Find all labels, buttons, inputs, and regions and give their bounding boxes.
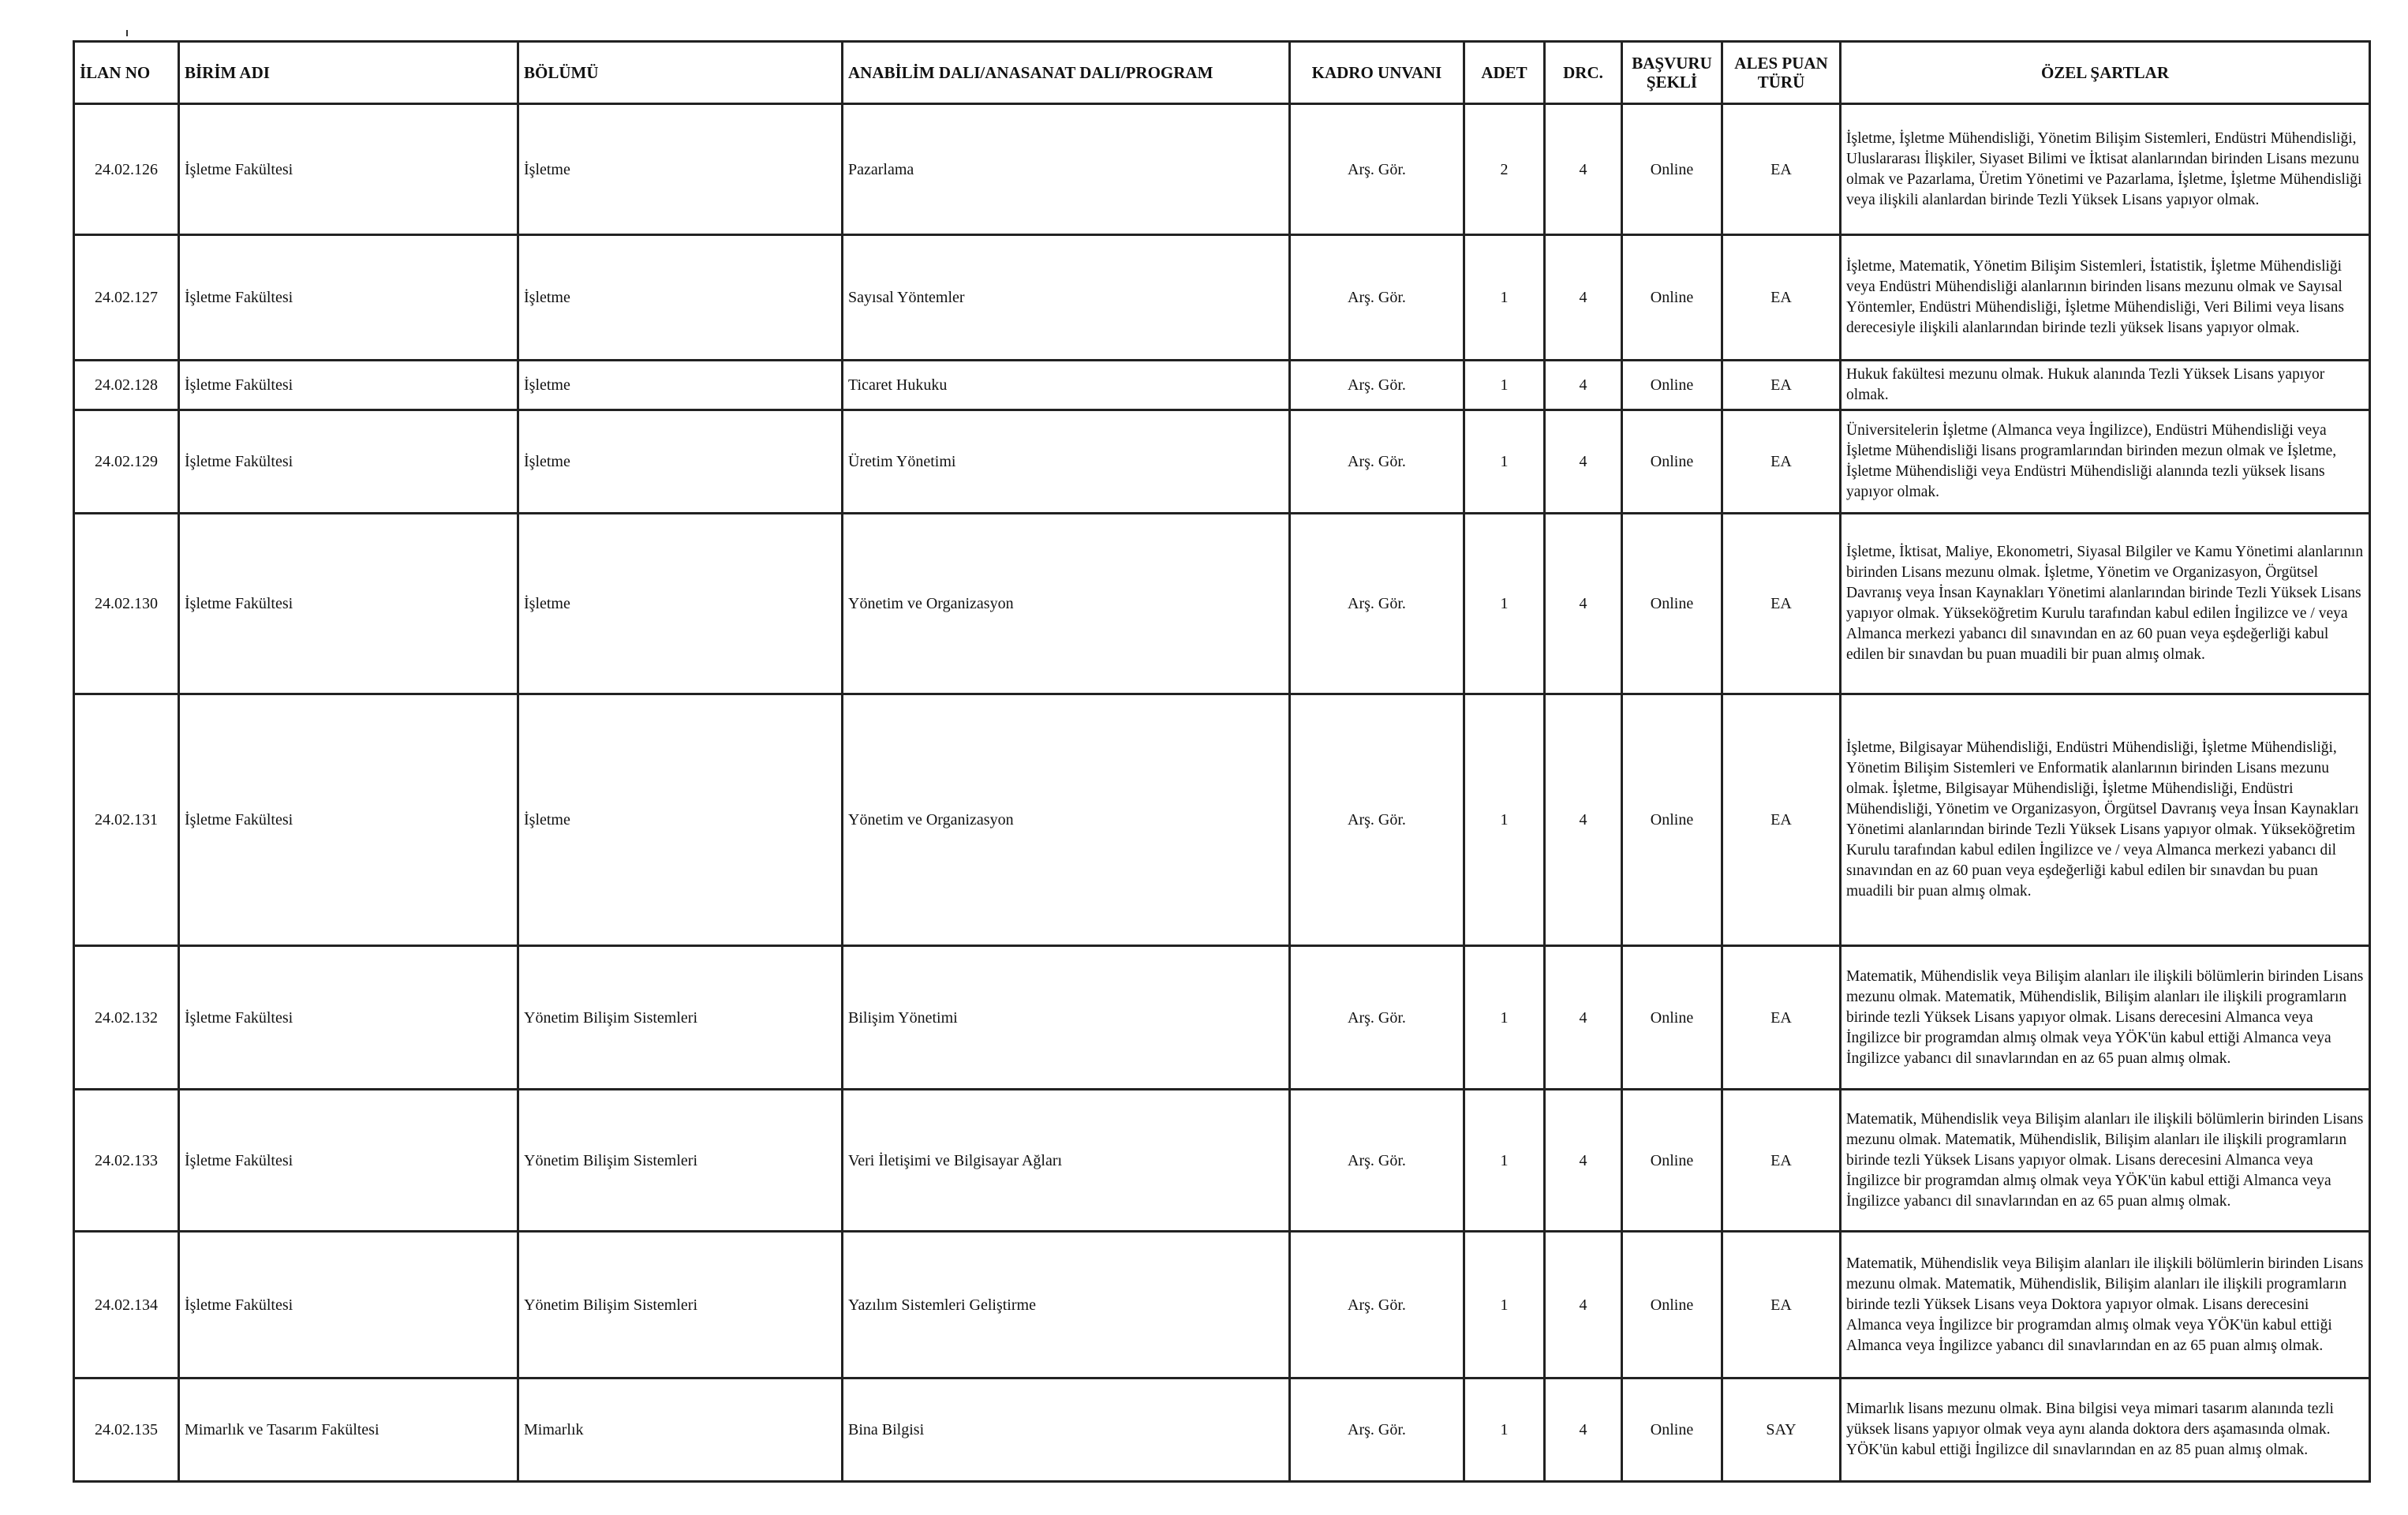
cell-anabilim: Yönetim ve Organizasyon [843, 694, 1290, 946]
cell-kadro: Arş. Gör. [1290, 694, 1464, 946]
cell-ozel: Mimarlık lisans mezunu olmak. Bina bilgisi veya mimari tasarım alanında tezli yüksek lisans yapıyor olmak veya aynı alanda doktora ders aşamasında olmak. YÖK'ün kabul ettiği İngilizce dil sınavlarından en az 85 puan almış olmak. [1841, 1378, 2370, 1482]
cell-basvuru: Online [1622, 1232, 1722, 1378]
cell-adet: 1 [1464, 514, 1545, 694]
cell-kadro: Arş. Gör. [1290, 361, 1464, 410]
cell-anabilim: Sayısal Yöntemler [843, 235, 1290, 361]
cell-ozel: İşletme, İşletme Mühendisliği, Yönetim Bilişim Sistemleri, Endüstri Mühendisliği, Uluslararası İlişkiler, Siyaset Bilimi ve İktisat alanlarından birinden Lisans mezunu olmak ve Pazarlama, Üretim Yönetimi ve Pazarlama, İşletme, İşletme Mühendisliği veya ilişkili alanlardan birinde Tezli Yüksek Lisans yapıyor olmak. [1841, 104, 2370, 235]
cell-bolum: İşletme [518, 694, 843, 946]
cell-adet: 2 [1464, 104, 1545, 235]
cell-anabilim: Ticaret Hukuku [843, 361, 1290, 410]
cell-adet: 1 [1464, 410, 1545, 514]
table-row [74, 946, 2370, 1090]
cell-bolum: İşletme [518, 410, 843, 514]
cell-ales: SAY [1722, 1378, 1841, 1482]
cell-basvuru: Online [1622, 104, 1722, 235]
cell-basvuru: Online [1622, 410, 1722, 514]
cell-kadro: Arş. Gör. [1290, 410, 1464, 514]
cell-anabilim: Yönetim ve Organizasyon [843, 514, 1290, 694]
cell-birim: İşletme Fakültesi [179, 1232, 518, 1378]
cell-birim: İşletme Fakültesi [179, 361, 518, 410]
cell-drc: 4 [1545, 946, 1622, 1090]
cell-basvuru: Online [1622, 235, 1722, 361]
cell-ilan-no: 24.02.130 [74, 514, 179, 694]
job-listings-table [73, 40, 2371, 1483]
cell-ozel: İşletme, Matematik, Yönetim Bilişim Sistemleri, İstatistik, İşletme Mühendisliği veya Endüstri Mühendisliği alanlarının birinden lisans mezunu olmak ve Sayısal Yöntemler, Endüstri Mühendisliği, İşletme Mühendisliği, Veri Bilimi veya lisans derecesiyle ilişkili alanlarından birinde tezli yüksek lisans yapıyor olmak. [1841, 235, 2370, 361]
table-row [74, 361, 2370, 410]
header-drc: DRC. [1545, 42, 1622, 104]
cell-adet: 1 [1464, 1232, 1545, 1378]
cell-kadro: Arş. Gör. [1290, 1090, 1464, 1232]
cell-birim: İşletme Fakültesi [179, 694, 518, 946]
cell-basvuru: Online [1622, 946, 1722, 1090]
header-birim-adi: BİRİM ADI [179, 42, 518, 104]
cell-drc: 4 [1545, 410, 1622, 514]
header-row [74, 42, 2370, 104]
cell-ozel: İşletme, İktisat, Maliye, Ekonometri, Siyasal Bilgiler ve Kamu Yönetimi alanlarının birinden Lisans mezunu olmak. İşletme, Yönetim ve Organizasyon, Örgütsel Davranış veya İnsan Kaynakları Yönetimi alanlarından birinde Tezli Yüksek Lisans yapıyor olmak. Yükseköğretim Kurulu tarafından kabul edilen İngilizce ve / veya Almanca merkezi yabancı dil sınavından en az 60 puan veya eşdeğerliği kabul edilen bir sınavdan bu puan muadili bir puan almış olmak. [1841, 514, 2370, 694]
cell-anabilim: Bina Bilgisi [843, 1378, 1290, 1482]
cell-bolum: Yönetim Bilişim Sistemleri [518, 1232, 843, 1378]
header-basvuru: BAŞVURU ŞEKLİ [1622, 42, 1722, 104]
table-row [74, 694, 2370, 946]
cell-birim: İşletme Fakültesi [179, 514, 518, 694]
cell-kadro: Arş. Gör. [1290, 235, 1464, 361]
cell-birim: İşletme Fakültesi [179, 946, 518, 1090]
cell-ilan-no: 24.02.135 [74, 1378, 179, 1482]
table-row [74, 410, 2370, 514]
cell-birim: İşletme Fakültesi [179, 1090, 518, 1232]
cell-drc: 4 [1545, 104, 1622, 235]
table-row [74, 235, 2370, 361]
header-ales: ALES PUAN TÜRÜ [1722, 42, 1841, 104]
table-row [74, 1232, 2370, 1378]
cell-bolum: İşletme [518, 514, 843, 694]
cell-kadro: Arş. Gör. [1290, 514, 1464, 694]
cell-drc: 4 [1545, 1378, 1622, 1482]
cell-ilan-no: 24.02.129 [74, 410, 179, 514]
cell-drc: 4 [1545, 1232, 1622, 1378]
cell-ales: EA [1722, 694, 1841, 946]
cell-basvuru: Online [1622, 1090, 1722, 1232]
cell-ales: EA [1722, 361, 1841, 410]
cell-adet: 1 [1464, 1378, 1545, 1482]
cell-bolum: Yönetim Bilişim Sistemleri [518, 946, 843, 1090]
header-adet: ADET [1464, 42, 1545, 104]
cell-drc: 4 [1545, 514, 1622, 694]
table-row [74, 514, 2370, 694]
header-bolumu: BÖLÜMÜ [518, 42, 843, 104]
cell-adet: 1 [1464, 361, 1545, 410]
cell-birim: İşletme Fakültesi [179, 410, 518, 514]
cell-anabilim: Veri İletişimi ve Bilgisayar Ağları [843, 1090, 1290, 1232]
cell-basvuru: Online [1622, 514, 1722, 694]
cell-adet: 1 [1464, 946, 1545, 1090]
cell-ales: EA [1722, 514, 1841, 694]
cell-ilan-no: 24.02.134 [74, 1232, 179, 1378]
cell-ales: EA [1722, 410, 1841, 514]
cell-bolum: Mimarlık [518, 1378, 843, 1482]
cell-anabilim: Üretim Yönetimi [843, 410, 1290, 514]
cell-basvuru: Online [1622, 361, 1722, 410]
table-row [74, 104, 2370, 235]
cell-drc: 4 [1545, 361, 1622, 410]
cell-anabilim: Bilişim Yönetimi [843, 946, 1290, 1090]
cell-bolum: İşletme [518, 104, 843, 235]
cell-ales: EA [1722, 946, 1841, 1090]
cell-kadro: Arş. Gör. [1290, 1378, 1464, 1482]
cell-ilan-no: 24.02.132 [74, 946, 179, 1090]
header-kadro: KADRO UNVANI [1290, 42, 1464, 104]
cell-birim: İşletme Fakültesi [179, 104, 518, 235]
header-anabilim: ANABİLİM DALI/ANASANAT DALI/PROGRAM [843, 42, 1290, 104]
cell-drc: 4 [1545, 694, 1622, 946]
cell-ozel: Matematik, Mühendislik veya Bilişim alanları ile ilişkili bölümlerin birinden Lisans mezunu olmak. Matematik, Mühendislik, Bilişim alanları ile ilişkili programların birinde tezli Yüksek Lisans veya Doktora yapıyor olmak. Lisans derecesini Almanca veya İngilizce bir programdan almış olmak veya YÖK'ün kabul ettiği Almanca veya İngilizce yabancı dil sınavlarından en az 65 puan almış olmak. [1841, 1232, 2370, 1378]
cell-ozel: Hukuk fakültesi mezunu olmak. Hukuk alanında Tezli Yüksek Lisans yapıyor olmak. [1841, 361, 2370, 410]
cell-ales: EA [1722, 104, 1841, 235]
cell-bolum: Yönetim Bilişim Sistemleri [518, 1090, 843, 1232]
cell-kadro: Arş. Gör. [1290, 104, 1464, 235]
table-row [74, 1378, 2370, 1482]
cell-ilan-no: 24.02.128 [74, 361, 179, 410]
cell-ozel: Matematik, Mühendislik veya Bilişim alanları ile ilişkili bölümlerin birinden Lisans mezunu olmak. Matematik, Mühendislik, Bilişim alanları ile ilişkili programların birinde tezli Yüksek Lisans yapıyor olmak. Lisans derecesini Almanca veya İngilizce bir programdan almış olmak veya YÖK'ün kabul ettiği Almanca veya İngilizce yabancı dil sınavlarından en az 65 puan almış olmak. [1841, 946, 2370, 1090]
cell-ales: EA [1722, 1232, 1841, 1378]
cell-ozel: İşletme, Bilgisayar Mühendisliği, Endüstri Mühendisliği, İşletme Mühendisliği, Yönetim Bilişim Sistemleri ve Enformatik alanlarının birinden Lisans mezunu olmak. İşletme, Bilgisayar Mühendisliği, İşletme Mühendisliği, Endüstri Mühendisliği, Yönetim ve Organizasyon, Örgütsel Davranış veya İnsan Kaynakları Yönetimi alanlarından birinde Tezli Yüksek Lisans yapıyor olmak. Yükseköğretim Kurulu tarafından kabul edilen İngilizce ve / veya Almanca merkezi yabancı dil sınavından en az 60 puan veya eşdeğerliği kabul edilen bir sınavdan bu puan muadili bir puan almış olmak. [1841, 694, 2370, 946]
cell-adet: 1 [1464, 1090, 1545, 1232]
cell-basvuru: Online [1622, 694, 1722, 946]
cell-drc: 4 [1545, 1090, 1622, 1232]
cell-birim: İşletme Fakültesi [179, 235, 518, 361]
table-row [74, 1090, 2370, 1232]
cell-birim: Mimarlık ve Tasarım Fakültesi [179, 1378, 518, 1482]
cell-ozel: Üniversitelerin İşletme (Almanca veya İngilizce), Endüstri Mühendisliği veya İşletme Mühendisliği lisans programlarından birinden mezun olmak ve İşletme, İşletme Mühendisliği veya Endüstri Mühendisliği alanında tezli yüksek lisans yapıyor olmak. [1841, 410, 2370, 514]
cell-ilan-no: 24.02.127 [74, 235, 179, 361]
cell-kadro: Arş. Gör. [1290, 1232, 1464, 1378]
cell-kadro: Arş. Gör. [1290, 946, 1464, 1090]
cell-bolum: İşletme [518, 235, 843, 361]
cell-anabilim: Yazılım Sistemleri Geliştirme [843, 1232, 1290, 1378]
cell-adet: 1 [1464, 235, 1545, 361]
cell-ilan-no: 24.02.126 [74, 104, 179, 235]
cell-ilan-no: 24.02.131 [74, 694, 179, 946]
cell-ales: EA [1722, 1090, 1841, 1232]
cell-basvuru: Online [1622, 1378, 1722, 1482]
scan-mark [126, 30, 128, 36]
cell-drc: 4 [1545, 235, 1622, 361]
cell-bolum: İşletme [518, 361, 843, 410]
cell-ozel: Matematik, Mühendislik veya Bilişim alanları ile ilişkili bölümlerin birinden Lisans mezunu olmak. Matematik, Mühendislik, Bilişim alanları ile ilişkili programların birinde tezli Yüksek Lisans yapıyor olmak. Lisans derecesini Almanca veya İngilizce bir programdan almış olmak veya YÖK'ün kabul ettiği Almanca veya İngilizce yabancı dil sınavlarından en az 65 puan almış olmak. [1841, 1090, 2370, 1232]
header-ozel: ÖZEL ŞARTLAR [1841, 42, 2370, 104]
cell-adet: 1 [1464, 694, 1545, 946]
cell-anabilim: Pazarlama [843, 104, 1290, 235]
header-ilan-no: İLAN NO [74, 42, 179, 104]
cell-ales: EA [1722, 235, 1841, 361]
cell-ilan-no: 24.02.133 [74, 1090, 179, 1232]
